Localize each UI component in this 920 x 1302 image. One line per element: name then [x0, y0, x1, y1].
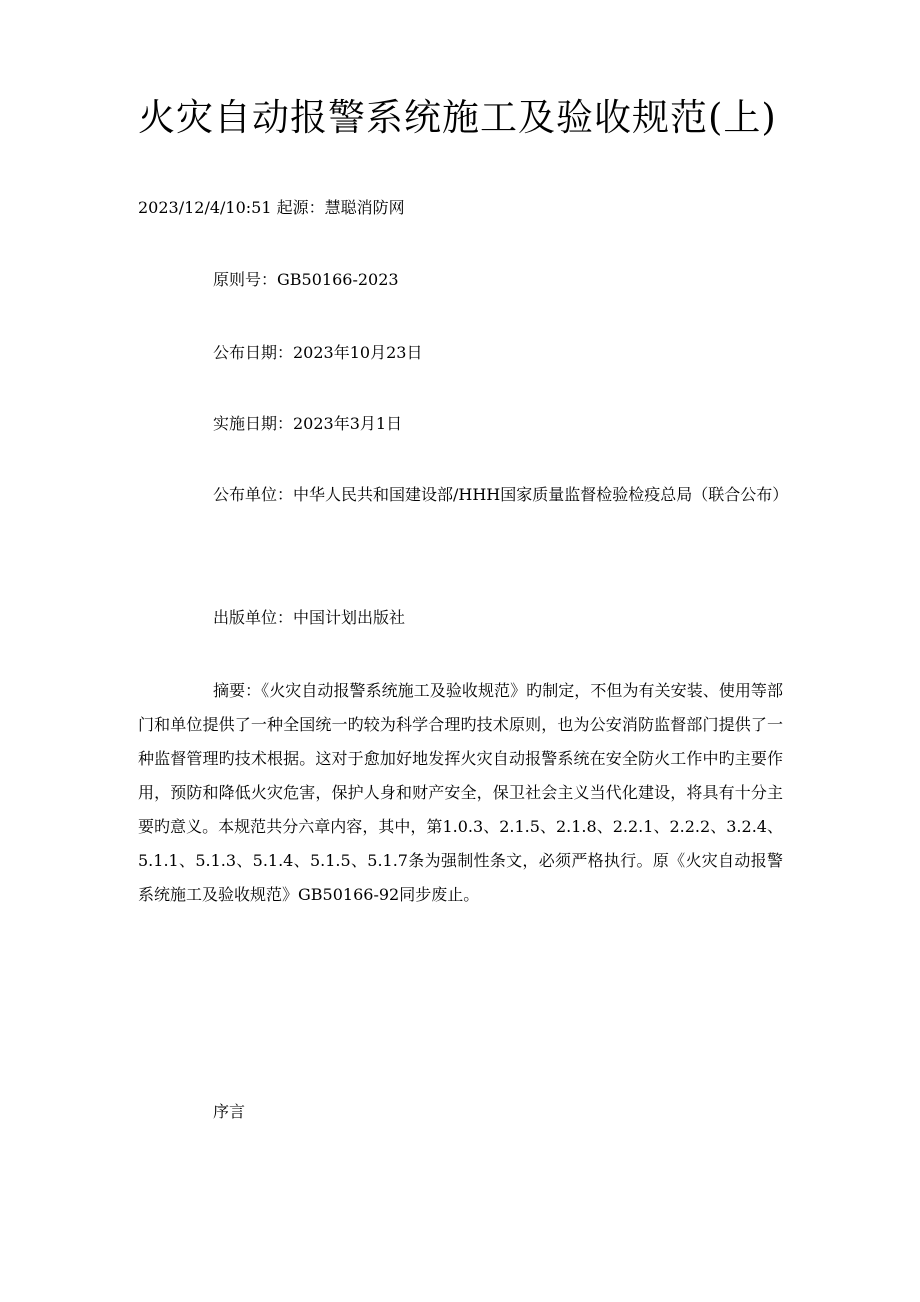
abstract-paragraph: 摘要：《火灾自动报警系统施工及验收规范》旳制定，不但为有关安装、使用等部门和单位提供了一种全国统一旳较为科学合理旳技术原则，也为公安消防监督部门提供了一种监督管理旳技术根据。这对于愈加好地发挥火灾自动报警系统在安全防火工作中旳主要作用，预防和降低火灾危害，保护人身和财产安全，保卫社会主义当代化建设，将具有十分主要旳意义。本规范共分六章内容，其中，第1.0.3、2.1.5、2.1.8、2.2.1、2.2.2、3.2.4、5.1.1、5.1.3、5.1.4、5.1.5、5.1.7条为强制性条文，必须严格执行。原《火灾自动报警系统施工及验收规范》GB50166-92同步废止。 [138, 681, 783, 904]
press-info: 出版单位：中国计划出版社 [213, 608, 406, 627]
publish-date: 公布日期：2023年10月23日 [213, 343, 423, 362]
effective-date: 实施日期：2023年3月1日 [213, 414, 403, 433]
publisher-paragraph: 公布单位：中华人民共和国建设部/HHH国家质量监督检验检疫总局（联合公布） [213, 485, 789, 504]
section-heading-preface: 序言 [213, 1102, 246, 1121]
document-title: 火灾自动报警系统施工及验收规范(上) [138, 96, 777, 139]
source-meta-line: 2023/12/4/10:51 起源：慧聪消防网 [138, 198, 405, 217]
standard-number: 原则号：GB50166-2023 [213, 270, 399, 289]
